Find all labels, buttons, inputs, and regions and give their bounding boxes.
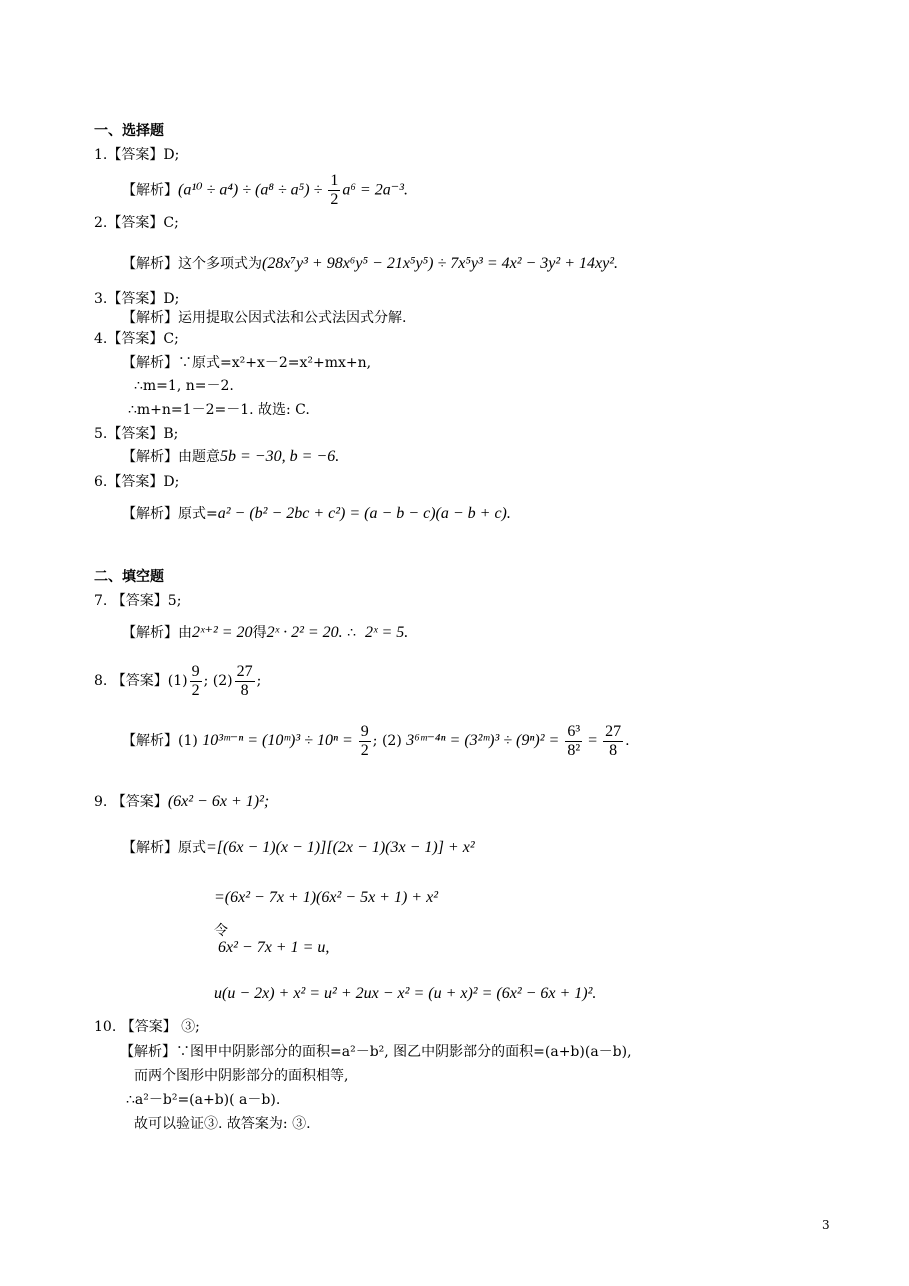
q1-analysis — [122, 172, 408, 209]
q8-expression-2: 3⁶ᵐ⁻⁴ⁿ = (3²ᵐ)³ ÷ (9ⁿ)² = — [406, 732, 564, 749]
q1-frac-num: 1 — [330, 172, 339, 189]
q3-answer: 3.【答案】D; — [94, 291, 180, 307]
q8-analysis-label: 【解析】(1) — [122, 733, 198, 749]
q6-analysis-label: 【解析】原式= — [122, 506, 218, 522]
q9-expression-line2: =(6x² − 7x + 1)(6x² − 5x + 1) + x² — [214, 889, 438, 906]
q8-answer — [94, 662, 261, 700]
q7-expression-2: 2ˣ · 2² = 20. — [266, 624, 343, 641]
q8-e2a-frac — [565, 723, 582, 760]
q9-answer — [94, 790, 269, 814]
q6-expression: a² − (b² − 2bc + c²) = (a − b − c)(a − b + c). — [217, 505, 511, 522]
q8-a2-num: 27 — [236, 662, 253, 680]
q7-analysis — [122, 622, 408, 644]
q9-expression-line4: u(u − 2x) + x² = u² + 2ux − x² = (u + x)² = (6x² − 6x + 1)². — [214, 985, 597, 1002]
q8-answer-frac-2 — [235, 663, 255, 700]
q9-expression-line3: 6x² − 7x + 1 = u, — [218, 939, 330, 956]
q1-analysis-label: 【解析】 — [122, 182, 178, 199]
q10-answer: 10. 【答案】 ③; — [94, 1019, 200, 1035]
q8-answer-label: 8. 【答案】(1) — [94, 673, 188, 689]
q8-e1-den: 2 — [360, 741, 369, 759]
q2-analysis — [122, 252, 618, 276]
q8-e1-frac — [359, 723, 371, 760]
q7-answer: 7. 【答案】5; — [94, 593, 182, 609]
q10-analysis-line2: 而两个图形中阴影部分的面积相等, — [134, 1068, 349, 1084]
q4-analysis-line1: 【解析】∵原式=x²+x－2=x²+mx+n, — [122, 355, 372, 371]
q1-fraction — [328, 172, 340, 209]
section-heading-choice: 一、选择题 — [94, 123, 164, 139]
q5-answer: 5.【答案】B; — [94, 426, 179, 442]
q7-de: 得 — [252, 625, 267, 641]
q6-answer: 6.【答案】D; — [94, 474, 180, 490]
q8-e2a-den: 8² — [567, 741, 581, 759]
q8-e1-num: 9 — [360, 722, 369, 740]
q1-answer: 1.【答案】D; — [94, 147, 180, 163]
q7-analysis-label: 【解析】由 — [122, 625, 192, 641]
q8-sep: ; (2) — [203, 673, 233, 689]
q9-expression-line1: =[(6x − 1)(x − 1)][(2x − 1)(3x − 1)] + x² — [206, 839, 475, 856]
q8-e2b-num: 27 — [605, 722, 622, 740]
q9-answer-label: 9. 【答案】 — [94, 794, 168, 810]
page-number: 3 — [822, 1218, 830, 1232]
q1-expression: (a¹⁰ ÷ a⁴) ÷ (a⁸ ÷ a⁵) ÷ — [178, 181, 327, 199]
section-heading-fill: 二、填空题 — [94, 569, 164, 585]
q8-a1-den: 2 — [191, 681, 200, 699]
q4-analysis-line3: ∴m+n=1－2=－1. 故选: C. — [128, 402, 310, 418]
q10-analysis-line4: 故可以验证③. 故答案为: ③. — [134, 1116, 311, 1132]
q4-answer: 4.【答案】C; — [94, 331, 179, 347]
q7-expression-3: 2ˣ = 5. — [364, 624, 409, 641]
q8-sep2: ; (2) — [372, 733, 402, 749]
q8-expression-1: 10³ᵐ⁻ⁿ = (10ᵐ)³ ÷ 10ⁿ = — [202, 732, 357, 749]
q9-analysis-label: 【解析】原式 — [122, 840, 206, 856]
q9-answer-expression: (6x² − 6x + 1)²; — [167, 793, 270, 810]
q7-expression-1: 2ˣ⁺² = 20 — [192, 624, 253, 641]
q8-e2b-den: 8 — [609, 741, 618, 759]
q9-ling: 令 — [214, 923, 228, 939]
q4-analysis-line2: ∴m=1, n=－2. — [134, 378, 234, 394]
q2-expression: (28x⁷y³ + 98x⁶y⁵ − 21x⁵y⁵) ÷ 7x⁵y³ = 4x² − 3y² + 14xy². — [262, 255, 618, 272]
q8-a2-den: 8 — [240, 681, 249, 699]
q5-analysis — [122, 448, 339, 466]
q10-analysis-line1: 【解析】∵图甲中阴影部分的面积=a²－b², 图乙中阴影部分的面积=(a+b)(a－b), — [120, 1044, 632, 1060]
q7-therefore: ∴ — [347, 625, 357, 641]
q8-analysis — [122, 722, 630, 760]
q8-dot: . — [625, 733, 630, 749]
q8-a1-num: 9 — [191, 662, 200, 680]
q9-analysis-line1 — [122, 836, 475, 860]
q5-analysis-label: 【解析】由题意 — [122, 449, 220, 465]
q1-frac-den: 2 — [330, 191, 339, 208]
q8-end: ; — [256, 673, 262, 689]
q2-analysis-label: 【解析】这个多项式为 — [122, 256, 262, 272]
q8-e2b-frac — [603, 723, 623, 760]
q10-analysis-line3: ∴a²－b²=(a+b)( a－b). — [126, 1092, 281, 1108]
q8-answer-frac-1 — [190, 663, 202, 700]
q6-analysis — [122, 503, 511, 525]
q5-expression: 5b = −30, b = −6. — [220, 448, 340, 465]
q1-expression-tail: a⁶ = 2a⁻³. — [342, 181, 408, 199]
q3-analysis: 【解析】运用提取公因式法和公式法因式分解. — [122, 310, 407, 326]
q8-eq: = — [584, 732, 602, 749]
q2-answer: 2.【答案】C; — [94, 215, 179, 231]
q8-e2a-num: 6³ — [567, 722, 581, 740]
